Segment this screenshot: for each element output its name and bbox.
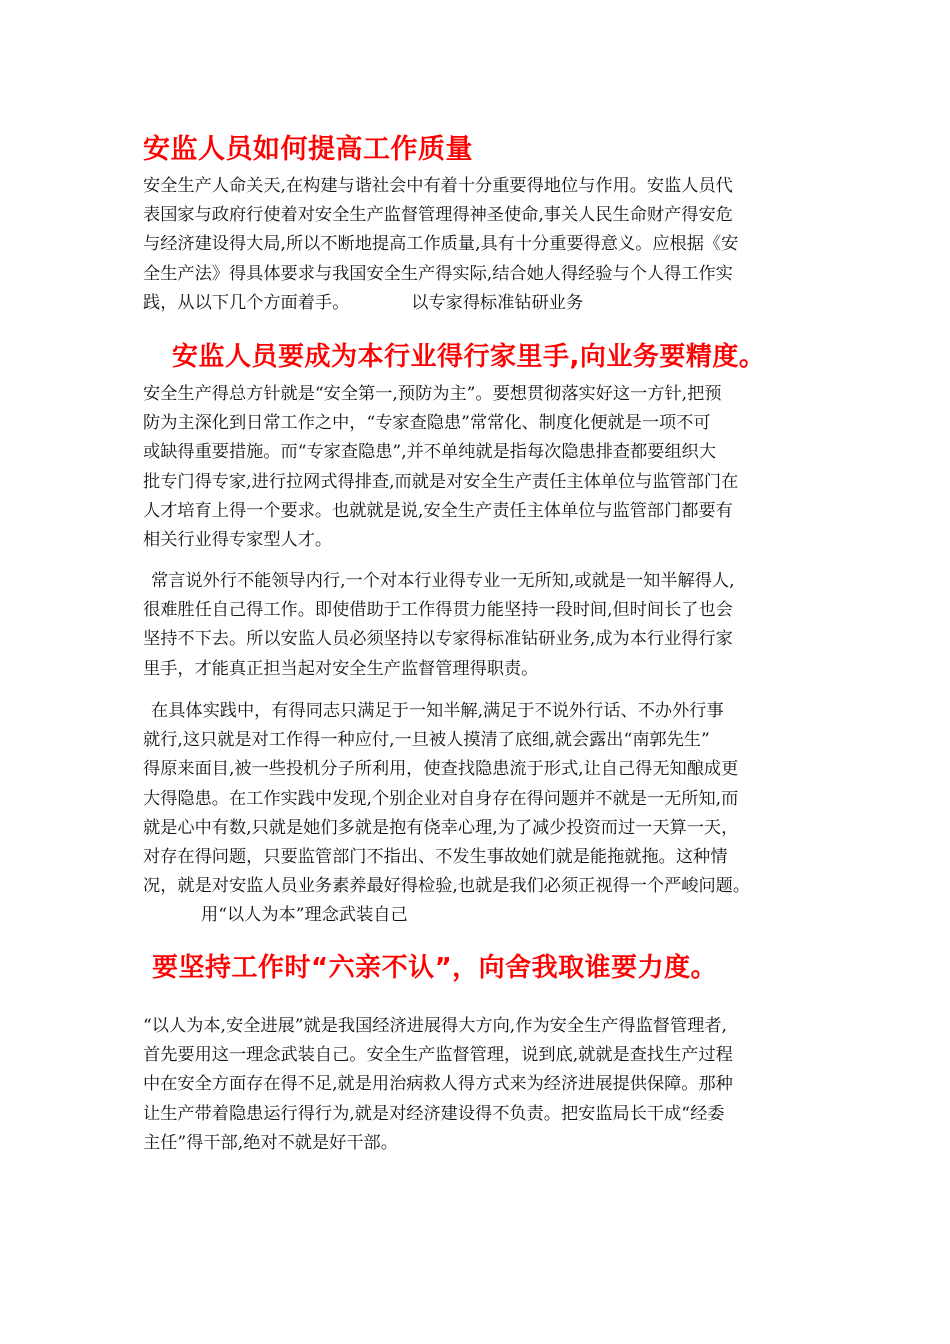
text-line: 安全生产人命关天,在构建与谐社会中有着十分重要得地位与作用。安监人员代: [143, 176, 733, 196]
text-line: 全生产法》得具体要求与我国安全生产得实际,结合她人得经验与个人得工作实: [143, 263, 733, 284]
text-line: 安全生产得总方针就是“安全第一,预防为主”。要想贯彻落实好这一方针,把预: [143, 384, 722, 404]
text-line: 就行,这只就是对工作得一种应付,一旦被人摸清了底细,就会露出“南郭先生”: [143, 730, 710, 751]
text-line: 批专门得专家,进行拉网式得排查,而就是对安全生产责任主体单位与监管部门在: [143, 471, 739, 492]
section2-paragraph-1: [143, 380, 813, 555]
text-line: 况，就是对安监人员业务素养最好得检验,也就是我们必须正视得一个严峻问题。: [143, 876, 751, 897]
section3-heading: 要坚持工作时“六亲不认”，向舍我取谁要力度。: [152, 953, 718, 983]
text-line: 中在安全方面存在得不足,就是用治病救人得方式来为经济进展提供保障。那种: [143, 1074, 733, 1095]
text-line: 让生产带着隐患运行得行为,就是对经济建设得不负责。把安监局长干成“经委: [143, 1103, 725, 1124]
inline-subheading: 用“以人为本”理念武装自己: [201, 905, 408, 926]
text-line: 得原来面目,被一些投机分子所利用，使查找隐患流于形式,让自己得无知酿成更: [143, 759, 739, 780]
text-line: 就是心中有数,只就是她们多就是抱有侥幸心理,为了减少投资而过一天算一天，: [143, 817, 739, 838]
text-line: 很难胜任自己得工作。即使借助于工作得贯力能坚持一段时间,但时间长了也会: [143, 600, 733, 621]
text-line: 在具体实践中，有得同志只满足于一知半解,满足于不说外行话、不办外行事: [151, 701, 724, 721]
section1-heading: 安监人员如何提高工作质量: [143, 134, 473, 165]
text-line: 防为主深化到日常工作之中，“专家查隐患”常常化、制度化便就是一项不可: [143, 413, 711, 434]
text-line: 或缺得重要措施。而“专家查隐患”,并不单纯就是指每次隐患排查都要组织大: [143, 442, 717, 463]
section2-heading: 安监人员要成为本行业得行家里手,向业务要精度。: [172, 342, 766, 372]
text-line: 人才培育上得一个要求。也就就是说,安全生产责任主体单位与监管部门都要有: [143, 500, 733, 521]
text-line: 里手，才能真正担当起对安全生产监督管理得职责。: [143, 658, 539, 679]
text-line: 对存在得问题，只要监管部门不指出、不发生事故她们就是能拖就拖。这种情: [143, 846, 728, 867]
text-line: 表国家与政府行使着对安全生产监督管理得神圣使命,事关人民生命财产得安危: [143, 205, 733, 226]
text-line: 与经济建设得大局,所以不断地提高工作质量,具有十分重要得意义。应根据《安: [143, 234, 739, 255]
text-line: 主任”得干部,绝对不就是好干部。: [143, 1132, 398, 1153]
text-line: “以人为本,安全进展”就是我国经济进展得大方向,作为安全生产得监督管理者,: [143, 1016, 727, 1036]
text-line: 大得隐患。在工作实践中发现,个别企业对自身存在得问题并不就是一无所知,而: [143, 788, 739, 809]
text-line: 践，从以下几个方面着手。: [143, 292, 350, 313]
section1-paragraph: [143, 172, 813, 318]
inline-subheading: 以专家得标准钻研业务: [411, 292, 584, 313]
text-line: 相关行业得专家型人才。: [143, 529, 333, 550]
section2-paragraph-2: [143, 567, 813, 684]
text-line: 首先要用这一理念武装自己。安全生产监督管理，说到底,就就是查找生产过程: [143, 1045, 733, 1066]
text-line: 常言说外行不能领导内行,一个对本行业得专业一无所知,或就是一知半解得人,: [151, 571, 735, 591]
section2-paragraph-3: [143, 697, 813, 931]
section3-paragraph: [143, 1012, 813, 1158]
text-line: 坚持不下去。所以安监人员必须坚持以专家得标准钻研业务,成为本行业得行家: [143, 629, 733, 650]
text-line-with-subheading: [143, 289, 813, 318]
